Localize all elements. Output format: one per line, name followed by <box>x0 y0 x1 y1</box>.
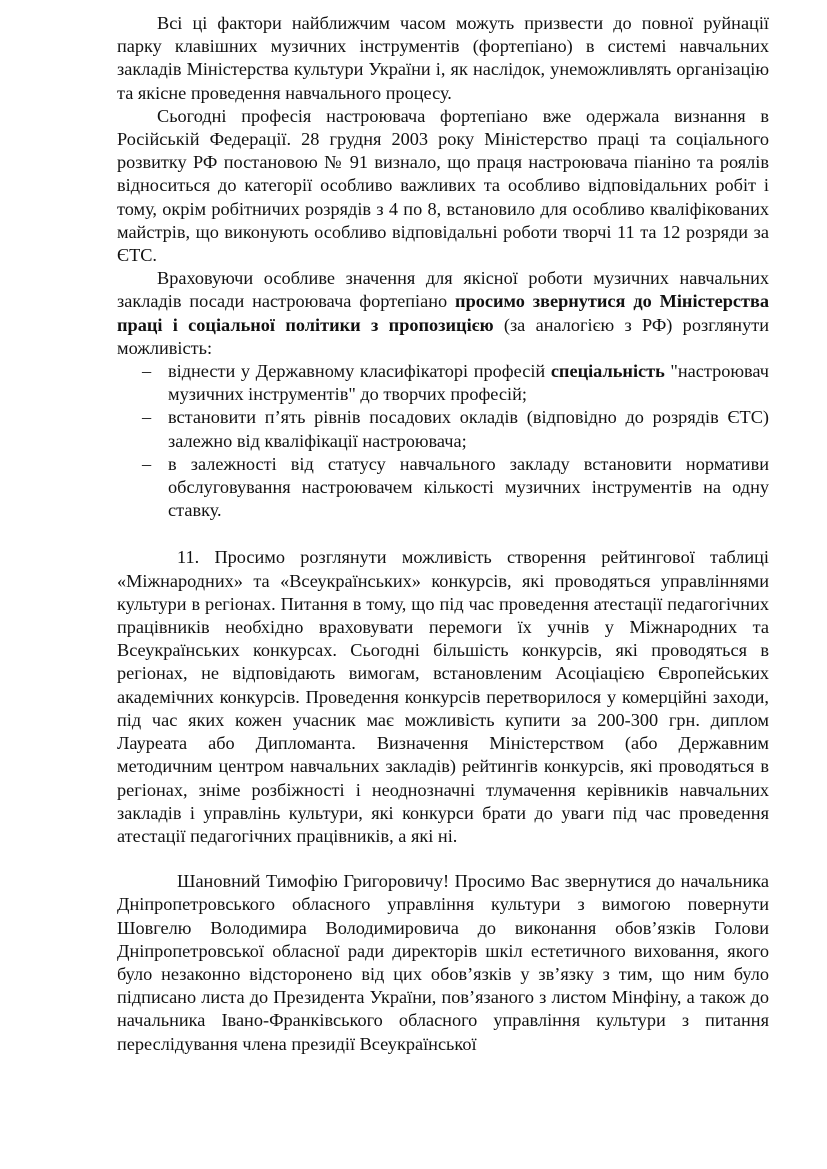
proposal-list <box>117 360 769 522</box>
dash-bullet: – <box>142 407 152 428</box>
request-text-intro: Враховуючи особливе значення для якісної роботи музичних навчальних закладів посади настроювача фортепіано <box>117 268 769 312</box>
dash-bullet: – <box>142 453 152 474</box>
document-page <box>117 12 769 1056</box>
list-item <box>142 406 769 452</box>
list-item-text: в залежності від статусу навчального закладу встановити нормативи обслуговування настроювачем кількості музичних інструментів на одну ставку. <box>168 453 769 521</box>
paragraph-11-contests <box>117 546 769 848</box>
list-item-text-end: "настроювач музичних інструментів" до творчих професій; <box>168 361 769 405</box>
request-text-end: (за аналогією з РФ) розглянути можливість: <box>117 314 769 358</box>
paragraph-request-ministry <box>117 267 769 360</box>
paragraph-11-text: Просимо розглянути можливість створення рейтингової таблиці «Міжнародних» та «Всеукраїнських» конкурсів, які проводяться управліннями культури в регіонах. Питання в тому, що під час проведення атестації педагогічних працівників необхідно враховувати перемоги їх учнів у Міжнародних та Всеукраїнських конкурсах. Сьогодні більшість конкурсів, які проводяться в регіонах, не відповідають вимогам, встановленим Асоціацією Європейських академічних конкурсів. Проведення конкурсів перетворилося у комерційні заходи, під час яких кожен учасник має можливість купити за 200-300 грн. диплом Лауреата або Дипломанта. Визначення Міністерством (або Державним методичним центром навчальних закладів) рейтингів конкурсів, які проводяться в регіонах, зніме розбіжності і неоднозначні тлумачення керівників навчальних закладів і управлінь культури, які конкурси брати до уваги під час проведення атестації педагогічних працівників, а які ні. <box>117 547 769 846</box>
list-item-text: віднести у Державному класифікаторі професій <box>168 361 551 382</box>
request-text-bold: просимо звернутися до Міністерства праці і соціальної політики з пропозицією <box>117 291 770 335</box>
list-item <box>142 453 769 523</box>
paragraph-factors: Всі ці фактори найближчим часом можуть призвести до повної руйнації парку клавішних музичних інструментів (фортепіано) в системі навчальних закладів Міністерства культури України і, як наслідок, унеможливлять організацію та якісне проведення навчального процесу. <box>117 13 769 103</box>
dash-bullet: – <box>142 361 152 382</box>
paragraph-russia-recognition: Сьогодні професія настроювача фортепіано вже одержала визнання в Російській Федерації. 28 грудня 2003 року Міністерство праці та соціального розвитку РФ постановою № 91 визнало, що праця настроювача піаніно та роялів відноситься до категорії особливо важливих та особливо відповідальних робіт і тому, окрім робітничих розрядів з 4 по 8, встановило для особливо кваліфікованих майстрів, що виконують особливо відповідальні роботи творчі 11 та 12 розряди за ЄТС. <box>117 105 769 266</box>
paragraph-appeal: Шановний Тимофію Григоровичу! Просимо Вас звернутися до начальника Дніпропетровського обласного управління культури з вимогою повернути Шовгелю Володимира Володимировича до виконання обов’язків Голови Дніпропетровської обласної ради директорів шкіл естетичного виховання, якого було незаконно відсторонено від цих обов’язків у зв’язку з тим, що ним було підписано листа до Президента України, пов’язаного з листом Мінфіну, а також до начальника Івано-Франківського обласного управління культури з питання переслідування члена президії Всеукраїнської <box>117 871 769 1054</box>
list-item-text: встановити п’ять рівнів посадових окладів (відповідно до розрядів ЄТС) залежно від кваліфікації настроювача; <box>168 407 769 451</box>
list-item <box>142 360 769 406</box>
paragraph-number: 11. <box>177 547 200 568</box>
list-item-bold: спеціальність <box>550 361 665 382</box>
